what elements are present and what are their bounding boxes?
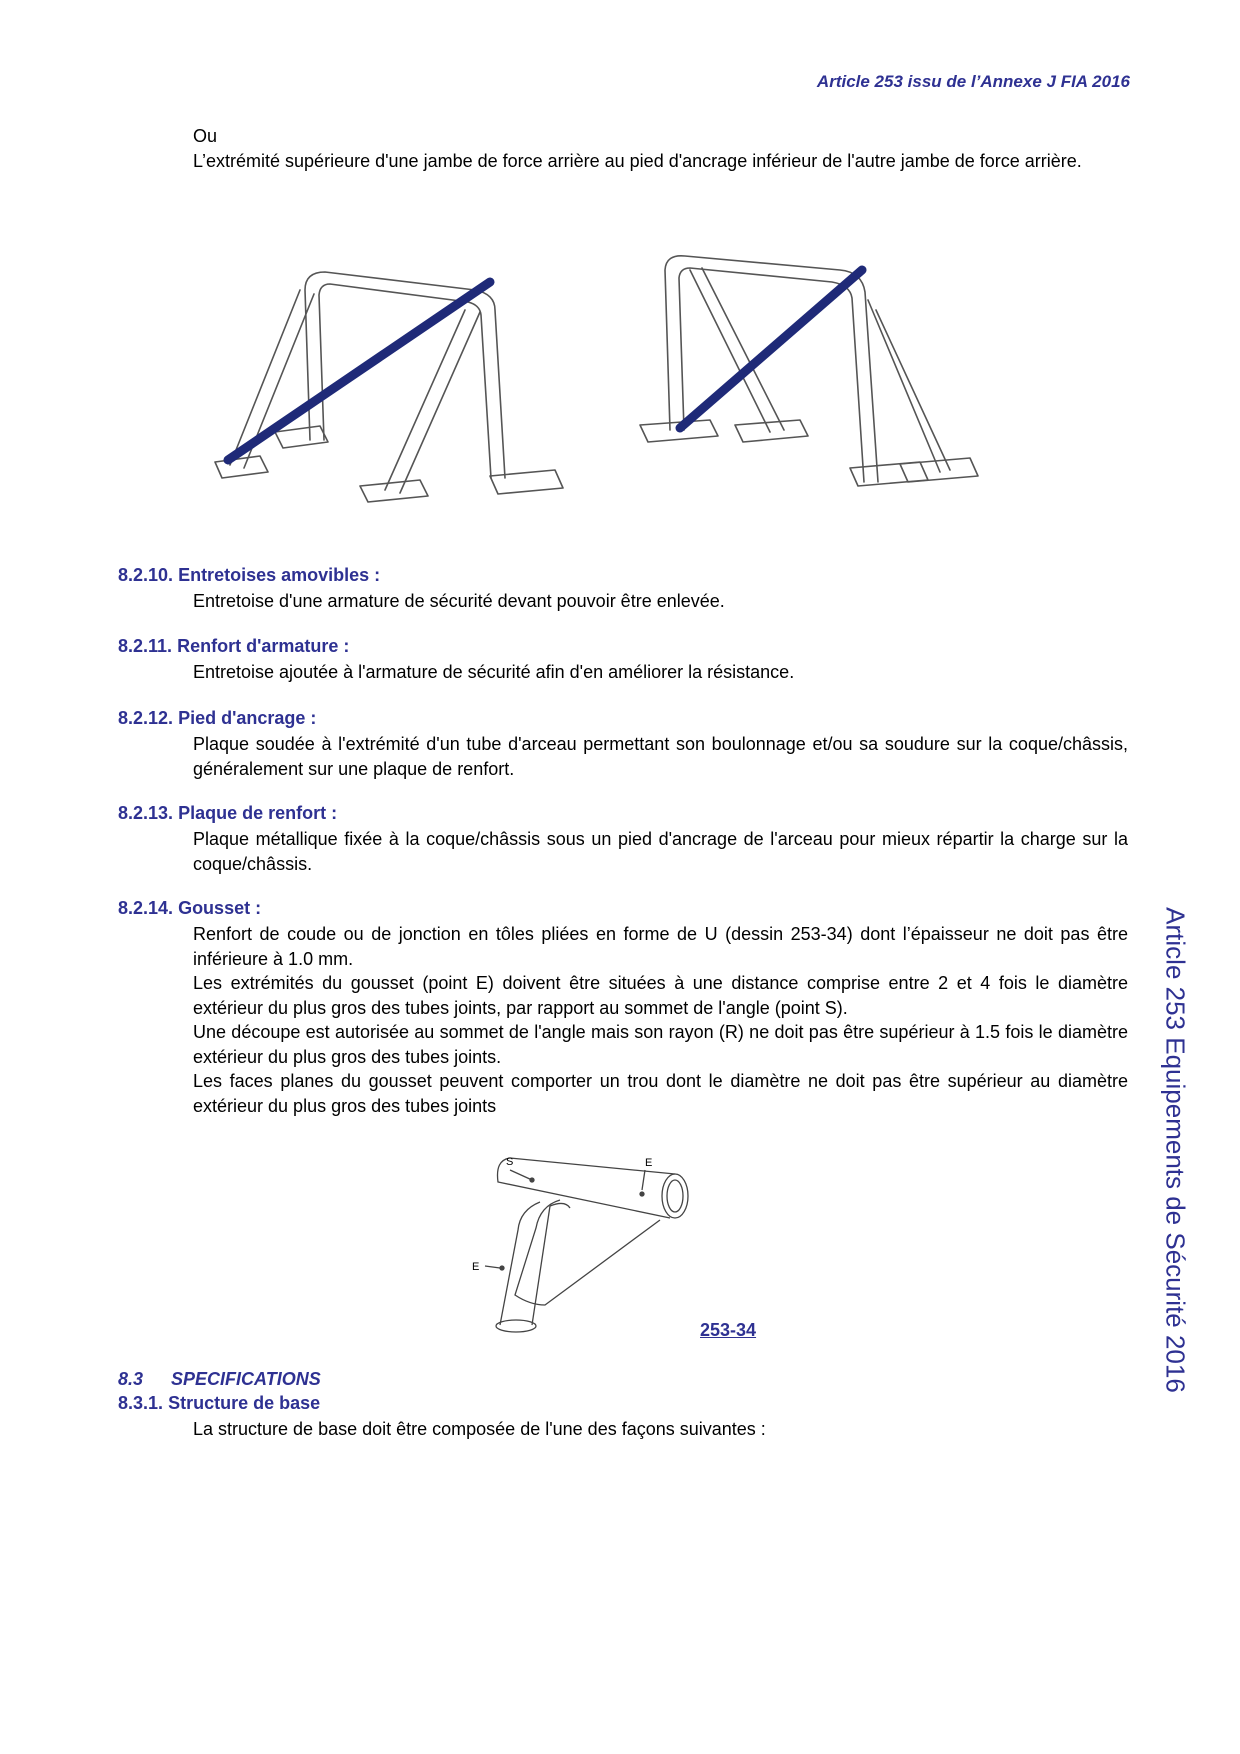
paragraph: Plaque soudée à l'extrémité d'un tube d'arceau permettant son boulonnage et/ou sa soudure sur la coque/châssis, généralement sur une plaque de renfort. <box>193 734 1128 779</box>
paragraph: Une découpe est autorisée au sommet de l'angle mais son rayon (R) ne doit pas être supérieur à 1.5 fois le diamètre extérieur du plus gros des tubes joints. <box>193 1022 1128 1067</box>
roll-cage-illustration <box>200 250 1040 520</box>
label-e-left: E <box>472 1261 480 1273</box>
paragraph: La structure de base doit être composée de l'une des façons suivantes : <box>193 1419 766 1439</box>
vertical-tube <box>500 1202 540 1325</box>
paragraph: Les extrémités du gousset (point E) doivent être situées à une distance comprise entre 2 et 4 fois le diamètre extérieur du plus gros des tubes joints, par rapport au sommet de l'angle (point S). <box>193 973 1128 1018</box>
section-number: 8.2.11. <box>118 636 173 656</box>
paragraph: Plaque métallique fixée à la coque/châssis sous un pied d'ancrage de l'arceau pour mieux répartir la charge sur la coque/châssis. <box>193 829 1128 874</box>
section-text <box>193 589 1128 614</box>
section-text <box>193 827 1128 876</box>
section-title: Plaque de renfort : <box>178 803 338 823</box>
base-plate <box>850 462 928 486</box>
base-plate <box>490 470 563 494</box>
rear-strut <box>868 300 940 472</box>
intro-line-2: L’extrémité supérieure d'une jambe de force arrière au pied d'ancrage inférieur de l'autre jambe de force arrière. <box>193 150 1082 171</box>
section-title: Entretoises amovibles : <box>178 565 381 585</box>
section-text <box>193 660 1128 685</box>
main-hoop <box>305 272 505 478</box>
subsection-heading <box>118 1393 320 1414</box>
spec-heading <box>118 1369 321 1390</box>
base-plate <box>275 426 328 448</box>
section-number: 8.2.14. <box>118 898 174 918</box>
spec-title: SPECIFICATIONS <box>171 1369 321 1389</box>
section-title: Renfort d'armature : <box>177 636 350 656</box>
section-number: 8.2.12. <box>118 708 174 728</box>
gusset-plate <box>515 1200 660 1305</box>
spec-number: 8.3 <box>118 1369 144 1389</box>
page-header: Article 253 issu de l’Annexe J FIA 2016 <box>816 72 1130 91</box>
subsection-title: Structure de base <box>168 1393 321 1413</box>
subsection-text <box>193 1417 1128 1442</box>
rear-strut <box>385 310 465 490</box>
paragraph: Renfort de coude ou de jonction en tôles pliées en forme de U (dessin 253-34) dont l’épaisseur ne doit pas être inférieure à 1.0 mm. <box>193 924 1128 969</box>
section-heading <box>118 636 349 657</box>
section-heading <box>118 708 316 729</box>
intro-line-1: Ou <box>193 126 218 146</box>
tube-end <box>496 1320 536 1332</box>
section-title: Gousset : <box>178 898 262 918</box>
side-title: Article 253 Equipements de Sécurité 2016 <box>1160 907 1191 1393</box>
section-text <box>193 922 1128 1118</box>
label-s: S <box>506 1156 514 1168</box>
section-number: 8.2.10. <box>118 565 174 585</box>
paragraph: Entretoise d'une armature de sécurité devant pouvoir être enlevée. <box>193 591 725 611</box>
subsection-number: 8.3.1. <box>118 1393 164 1413</box>
section-text <box>193 732 1128 781</box>
section-heading <box>118 803 337 824</box>
label-e-top: E <box>645 1157 653 1169</box>
paragraph: Les faces planes du gousset peuvent comporter un trou dont le diamètre ne doit pas être supérieur au diamètre extérieur du plus gros des tubes joints <box>193 1071 1128 1116</box>
base-plate <box>360 480 428 502</box>
base-plate <box>735 420 808 442</box>
section-title: Pied d'ancrage : <box>178 708 317 728</box>
gusset-diagram <box>470 1140 710 1340</box>
section-heading <box>118 565 380 586</box>
base-plate <box>215 456 268 478</box>
section-heading <box>118 898 261 919</box>
paragraph: Entretoise ajoutée à l'armature de sécurité afin d'en améliorer la résistance. <box>193 662 795 682</box>
section-number: 8.2.13. <box>118 803 174 823</box>
intro-text <box>193 124 1128 173</box>
figure-caption: 253-34 <box>700 1320 757 1340</box>
